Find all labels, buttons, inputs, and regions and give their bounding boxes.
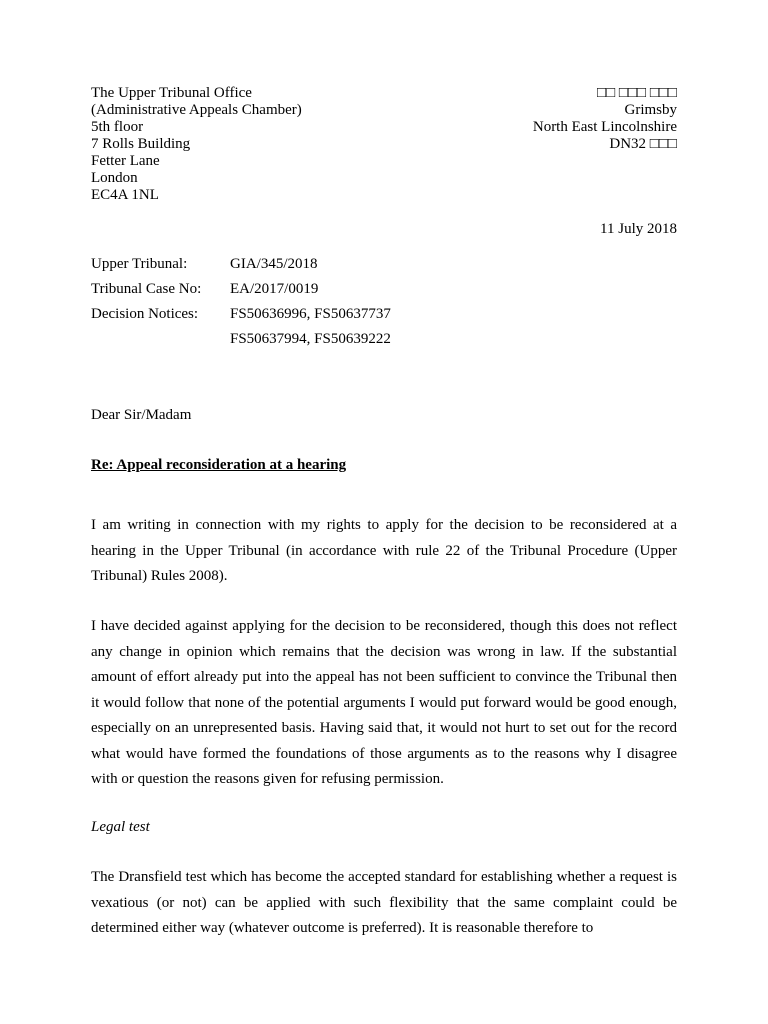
reference-label: Decision Notices:	[91, 306, 199, 322]
reference-value: GIA/345/2018	[230, 256, 318, 272]
recipient-address-line: The Upper Tribunal Office	[91, 85, 252, 101]
body-paragraph: I have decided against applying for the decision to be reconsidered, though this does not reflect any change in opinion which remains that the decision was wrong in law. If the substantial amount of effort already put into the appeal has not been sufficient to convince the Tribunal then it would follow that none of the potential arguments I would put forward would be good enough, especially on an unrepresented basis. Having said that, it would not hurt to set out for the record what would have formed the foundations of those arguments as to the reasons why I disagree with or question the reasons given for refusing permission.	[91, 618, 677, 787]
body-paragraph: I am writing in connection with my rights to apply for the decision to be reconsidered at a hearing in the Upper Tribunal (in accordance with rule 22 of the Tribunal Procedure (Upper Tribunal) Rules 2008).	[91, 517, 677, 584]
sender-address-line: □□ □□□ □□□	[597, 85, 677, 101]
reference-label: Tribunal Case No:	[91, 281, 202, 297]
body-paragraph: The Dransfield test which has become the accepted standard for establishing whether a request is vexatious (or not) can be applied with such flexibility that the same complaint could be determined either way (whatever outcome is preferred). It is reasonable therefore to	[91, 869, 677, 936]
reference-value: EA/2017/0019	[230, 281, 319, 297]
sender-address	[533, 85, 677, 153]
sender-address-line: DN32 □□□	[609, 136, 677, 152]
reference-value: FS50637994, FS50639222	[230, 331, 391, 347]
recipient-address	[91, 85, 302, 204]
salutation: Dear Sir/Madam	[91, 407, 192, 423]
letter-date: 11 July 2018	[600, 221, 677, 237]
subject-line: Re: Appeal reconsideration at a hearing	[91, 457, 347, 473]
reference-label: Upper Tribunal:	[91, 256, 188, 272]
reference-value: FS50636996, FS50637737	[230, 306, 391, 322]
recipient-address-line: EC4A 1NL	[91, 187, 159, 203]
sender-address-line: North East Lincolnshire	[532, 119, 677, 135]
recipient-address-line: (Administrative Appeals Chamber)	[91, 102, 302, 118]
recipient-address-line: 7 Rolls Building	[91, 136, 191, 152]
section-heading: Legal test	[91, 819, 150, 835]
recipient-address-line: London	[91, 170, 138, 186]
sender-address-line: Grimsby	[624, 102, 677, 118]
recipient-address-line: Fetter Lane	[91, 153, 160, 169]
recipient-address-line: 5th floor	[91, 119, 144, 135]
